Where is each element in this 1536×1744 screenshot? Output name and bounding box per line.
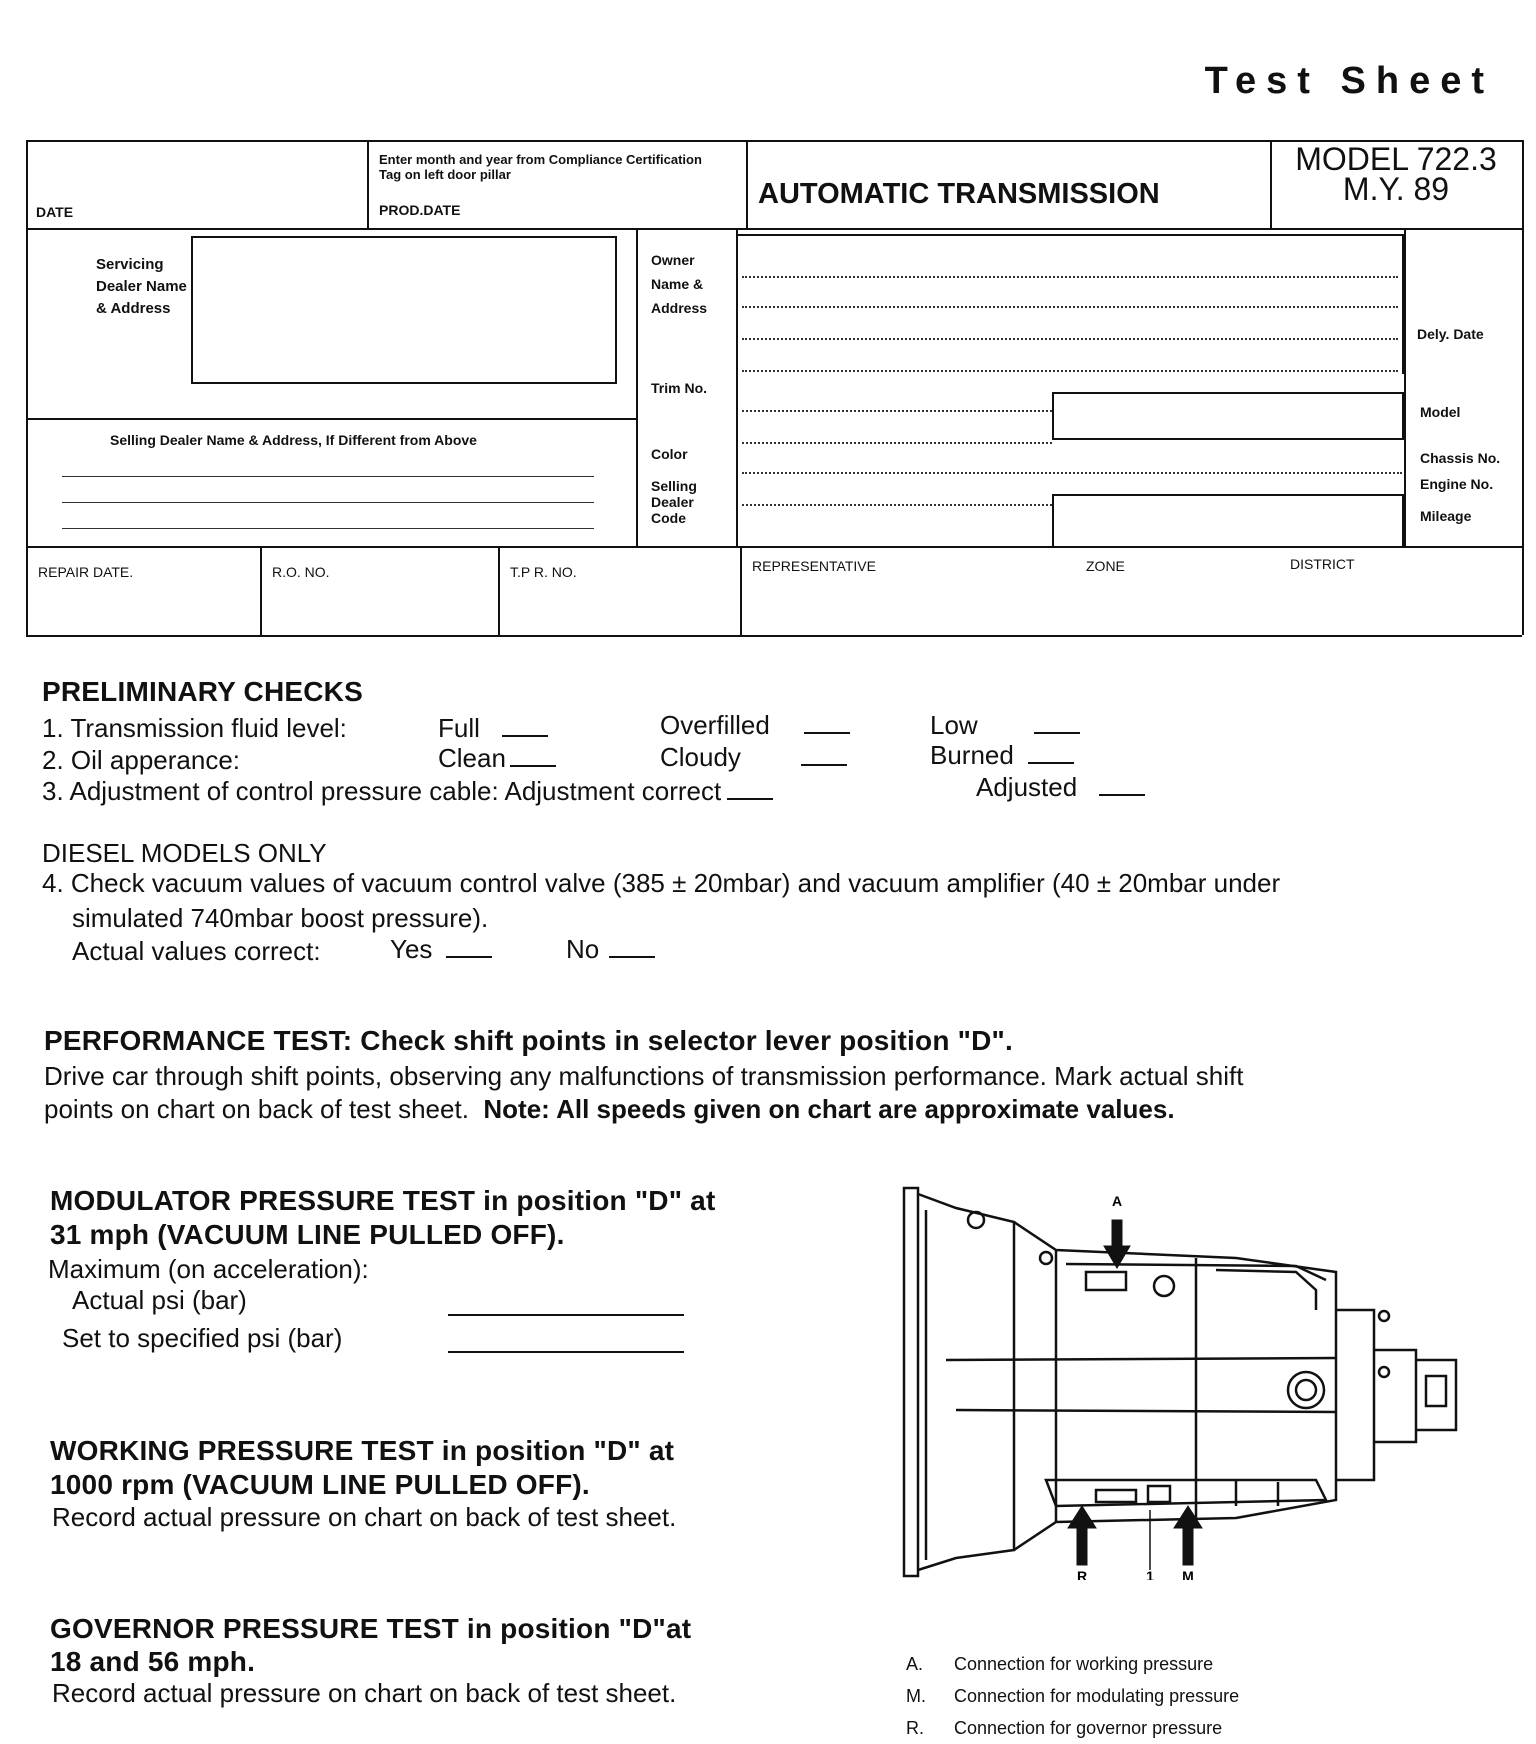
owner-line-4[interactable] [742,370,1398,372]
modulator-heading: MODULATOR PRESSURE TEST in position "D" at 31 mph (VACUUM LINE PULLED OFF). [50,1185,716,1250]
trim-field[interactable] [742,410,1052,412]
transmission-title: AUTOMATIC TRANSMISSION [758,178,1160,210]
selling-dealer-label: Selling Dealer Name & Address, If Different from Above [110,432,477,448]
working-body: Record actual pressure on chart on back of test sheet. [52,1502,677,1532]
model-number: MODEL 722.3 [1295,141,1497,177]
prod-date-note: Enter month and year from Compliance Certification Tag on left door pillar [379,152,702,182]
arrow-r-label: R [1076,1568,1088,1580]
selling-line-2[interactable] [62,502,594,503]
date-field[interactable] [37,180,357,220]
diesel-item-4: 4. Check vacuum values of vacuum control valve (385 ± 20mbar) and vacuum amplifier (40 ± 20mbar under [42,868,1281,898]
clean-option[interactable]: Clean [438,743,556,774]
performance-body-2: points on chart on back of test sheet. Note: All speeds given on chart are approximate values. [44,1094,1175,1124]
chassis-label: Chassis No. [1420,450,1501,466]
preliminary-heading: PRELIMINARY CHECKS [42,676,363,707]
engine-label: Engine No. [1420,476,1494,492]
mileage-label: Mileage [1420,508,1472,524]
modulator-set-field[interactable] [448,1351,684,1353]
color-field[interactable] [742,472,1402,474]
district-label: DISTRICT [1290,556,1355,572]
owner-line-2[interactable] [742,306,1398,308]
color-label: Color [651,446,688,462]
yes-option[interactable]: Yes [390,934,492,965]
transmission-diagram [896,1180,1472,1580]
no-option[interactable]: No [566,934,655,965]
modulator-actual-field[interactable] [448,1314,684,1316]
page-title: Test Sheet [1204,60,1494,102]
full-option[interactable]: Full [438,713,548,744]
servicing-dealer-box[interactable] [191,236,617,384]
selling-code-field[interactable] [742,504,1052,506]
modulator-actual-label: Actual psi (bar) [72,1285,247,1315]
arrow-1-label: 1 [1146,1568,1154,1580]
overfilled-option[interactable]: Overfilled [660,710,850,741]
selling-line-3[interactable] [62,528,594,529]
prelim-item-2: 2. Oil apperance: [42,745,241,775]
repair-date-label: REPAIR DATE. [38,564,134,580]
date-label: DATE [36,204,74,220]
diesel-heading: DIESEL MODELS ONLY [42,838,327,868]
prelim-item-3[interactable]: 3. Adjustment of control pressure cable: Adjustment correct [42,776,773,807]
working-heading: WORKING PRESSURE TEST in position "D" at 1000 rpm (VACUUM LINE PULLED OFF). [50,1435,675,1500]
representative-label: REPRESENTATIVE [752,558,876,574]
governor-heading: GOVERNOR PRESSURE TEST in position "D"at 18 and 56 mph. [50,1613,692,1677]
owner-label: Owner Name & Address [651,252,708,316]
model-field[interactable] [1052,392,1404,440]
arrow-a-label: A [1111,1193,1123,1209]
servicing-dealer-label: Servicing Dealer Name & Address [96,256,187,317]
owner-line-3[interactable] [742,338,1398,340]
legend-item: A. Connection for working pressure [906,1654,1214,1674]
mileage-field[interactable] [1052,494,1404,546]
legend-item: M. Connection for modulating pressure [906,1686,1240,1706]
trim-label: Trim No. [651,380,708,396]
prod-date-label: PROD.DATE [379,202,461,218]
model-badge [1272,141,1520,207]
diesel-item-4-cont: simulated 740mbar boost pressure). [72,903,489,933]
adjusted-option[interactable]: Adjusted [976,772,1145,803]
tpr-no-label: T.P R. NO. [510,564,577,580]
dely-date-label: Dely. Date [1417,326,1484,342]
legend-item: R. Connection for governor pressure [906,1718,1223,1738]
model-year: M.Y. 89 [1342,171,1450,207]
model-label: Model [1420,404,1461,420]
ro-no-label: R.O. NO. [272,564,330,580]
modulator-max-label: Maximum (on acceleration): [48,1254,369,1284]
modulator-set-label: Set to specified psi (bar) [62,1323,343,1353]
selling-code-label: Selling Dealer Code [651,478,697,526]
prelim-item-1: 1. Transmission fluid level: [42,713,347,743]
performance-body-1: Drive car through shift points, observing any malfunctions of transmission performance. Mark actual shift [44,1061,1244,1091]
burned-option[interactable]: Burned [930,740,1074,771]
performance-heading: PERFORMANCE TEST: Check shift points in selector lever position "D". [44,1025,1013,1056]
selling-line-1[interactable] [62,476,594,477]
arrow-m-label: M [1182,1568,1194,1580]
low-option[interactable]: Low [930,710,1080,741]
zone-label: ZONE [1086,558,1125,574]
owner-line-1[interactable] [742,276,1398,278]
actual-values-label: Actual values correct: [72,936,321,966]
governor-body: Record actual pressure on chart on back of test sheet. [52,1678,677,1708]
diagram-legend [906,1648,1239,1744]
cloudy-option[interactable]: Cloudy [660,742,847,773]
